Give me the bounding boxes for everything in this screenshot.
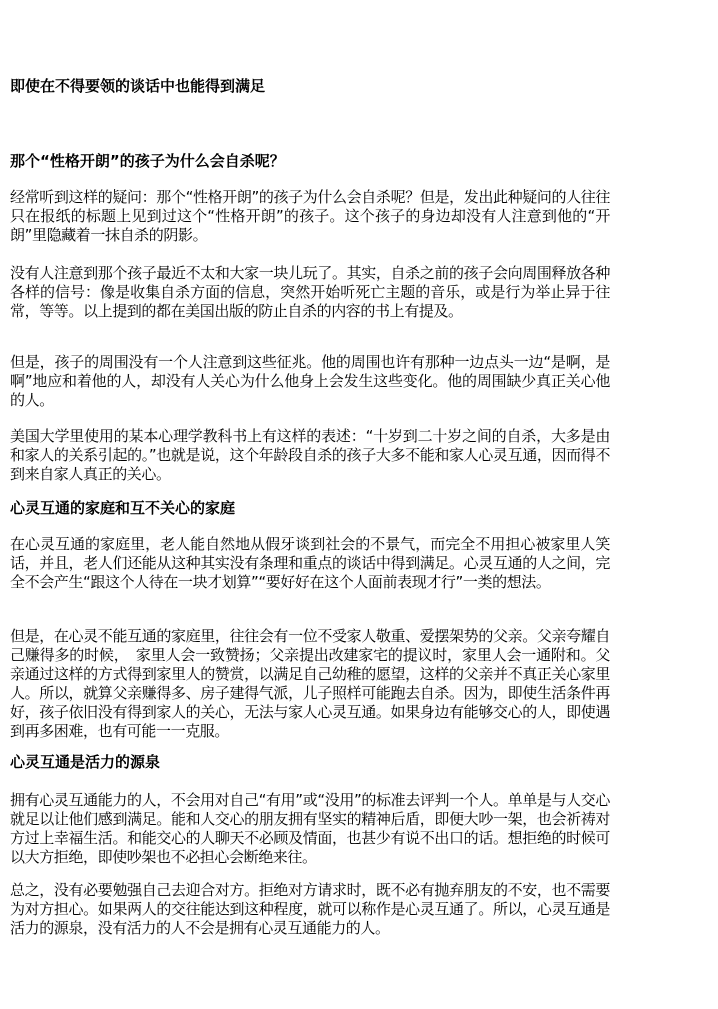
paragraph-1-4: 美国大学里使用的某本心理学教科书上有这样的表述：“十岁到二十岁之间的自杀，大多是由和家人的关系引起的。”也就是说，这个年龄段自杀的孩子大多不能和家人心灵互通，因而得不到来自家人真正的关心。 <box>10 427 610 483</box>
paragraph-1-2: 没有人注意到那个孩子最近不太和大家一块儿玩了。其实，自杀之前的孩子会向周围释放各种各样的信号：像是收集自杀方面的信息，突然开始听死亡主题的音乐，或是行为举止异于往常，等等。以上提到的都在美国出版的防止自杀的内容的书上有提及。 <box>10 264 610 320</box>
paragraph-1-1: 经常听到这样的疑问：那个“性格开朗”的孩子为什么会自杀呢？但是，发出此种疑问的人往往只在报纸的标题上见到过这个“性格开朗”的孩子。这个孩子的身边却没有人注意到他的“开朗”里隐藏着一抹自杀的阴影。 <box>10 188 610 244</box>
paragraph-2-1: 在心灵互通的家庭里，老人能自然地从假牙谈到社会的不景气，而完全不用担心被家里人笑话，并且，老人们还能从这种其实没有条理和重点的谈话中得到满足。心灵互通的人之间，完全不会产生“跟这个人待在一块才划算”“要好好在这个人面前表现才行”一类的想法。 <box>10 535 610 591</box>
paragraph-3-2: 总之，没有必要勉强自己去迎合对方。拒绝对方请求时，既不必有抛弃朋友的不安，也不需要为对方担心。如果两人的交往能达到这种程度，就可以称作是心灵互通了。所以，心灵互通是活力的源泉，没有活力的人不会是拥有心灵互通能力的人。 <box>10 881 610 937</box>
section-heading-3: 心灵互通是活力的源泉 <box>10 753 161 771</box>
paragraph-1-3: 但是，孩子的周围没有一个人注意到这些征兆。他的周围也许有那种一边点头一边“是啊，是啊”地应和着他的人，却没有人关心为什么他身上会发生这些变化。他的周围缺少真正关心他的人。 <box>10 353 610 409</box>
section-heading-2: 心灵互通的家庭和互不关心的家庭 <box>10 499 236 517</box>
section-heading-1: 那个“性格开朗”的孩子为什么会自杀呢？ <box>10 152 285 170</box>
document-title: 即使在不得要领的谈话中也能得到满足 <box>10 77 266 95</box>
paragraph-3-1: 拥有心灵互通能力的人，不会用对自己“有用”或“没用”的标准去评判一个人。单单是与人交心就足以让他们感到满足。能和人交心的朋友拥有坚实的精神后盾，即便大吵一架，也会祈祷对方过上幸福生活。和能交心的人聊天不必顾及情面，也甚少有说不出口的话。想拒绝的时候可以大方拒绝，即使吵架也不必担心会断绝来往。 <box>10 791 610 866</box>
paragraph-2-2: 但是，在心灵不能互通的家庭里，往往会有一位不受家人敬重、爱摆架势的父亲。父亲夸耀自己赚得多的时候， 家里人会一致赞扬；父亲提出改建家宅的提议时，家里人会一通附和。父亲通过这样的方式得到家里人的赞赏，以满足自己幼稚的愿望，这样的父亲并不真正关心家里人。所以，就算父亲赚得多、房子建得气派，儿子照样可能跑去自杀。因为，即使生活条件再好，孩子依旧没有得到家人的关心，无法与家人心灵互通。如果身边有能够交心的人，即使遇到再多困难，也有可能一一克服。 <box>10 627 610 740</box>
